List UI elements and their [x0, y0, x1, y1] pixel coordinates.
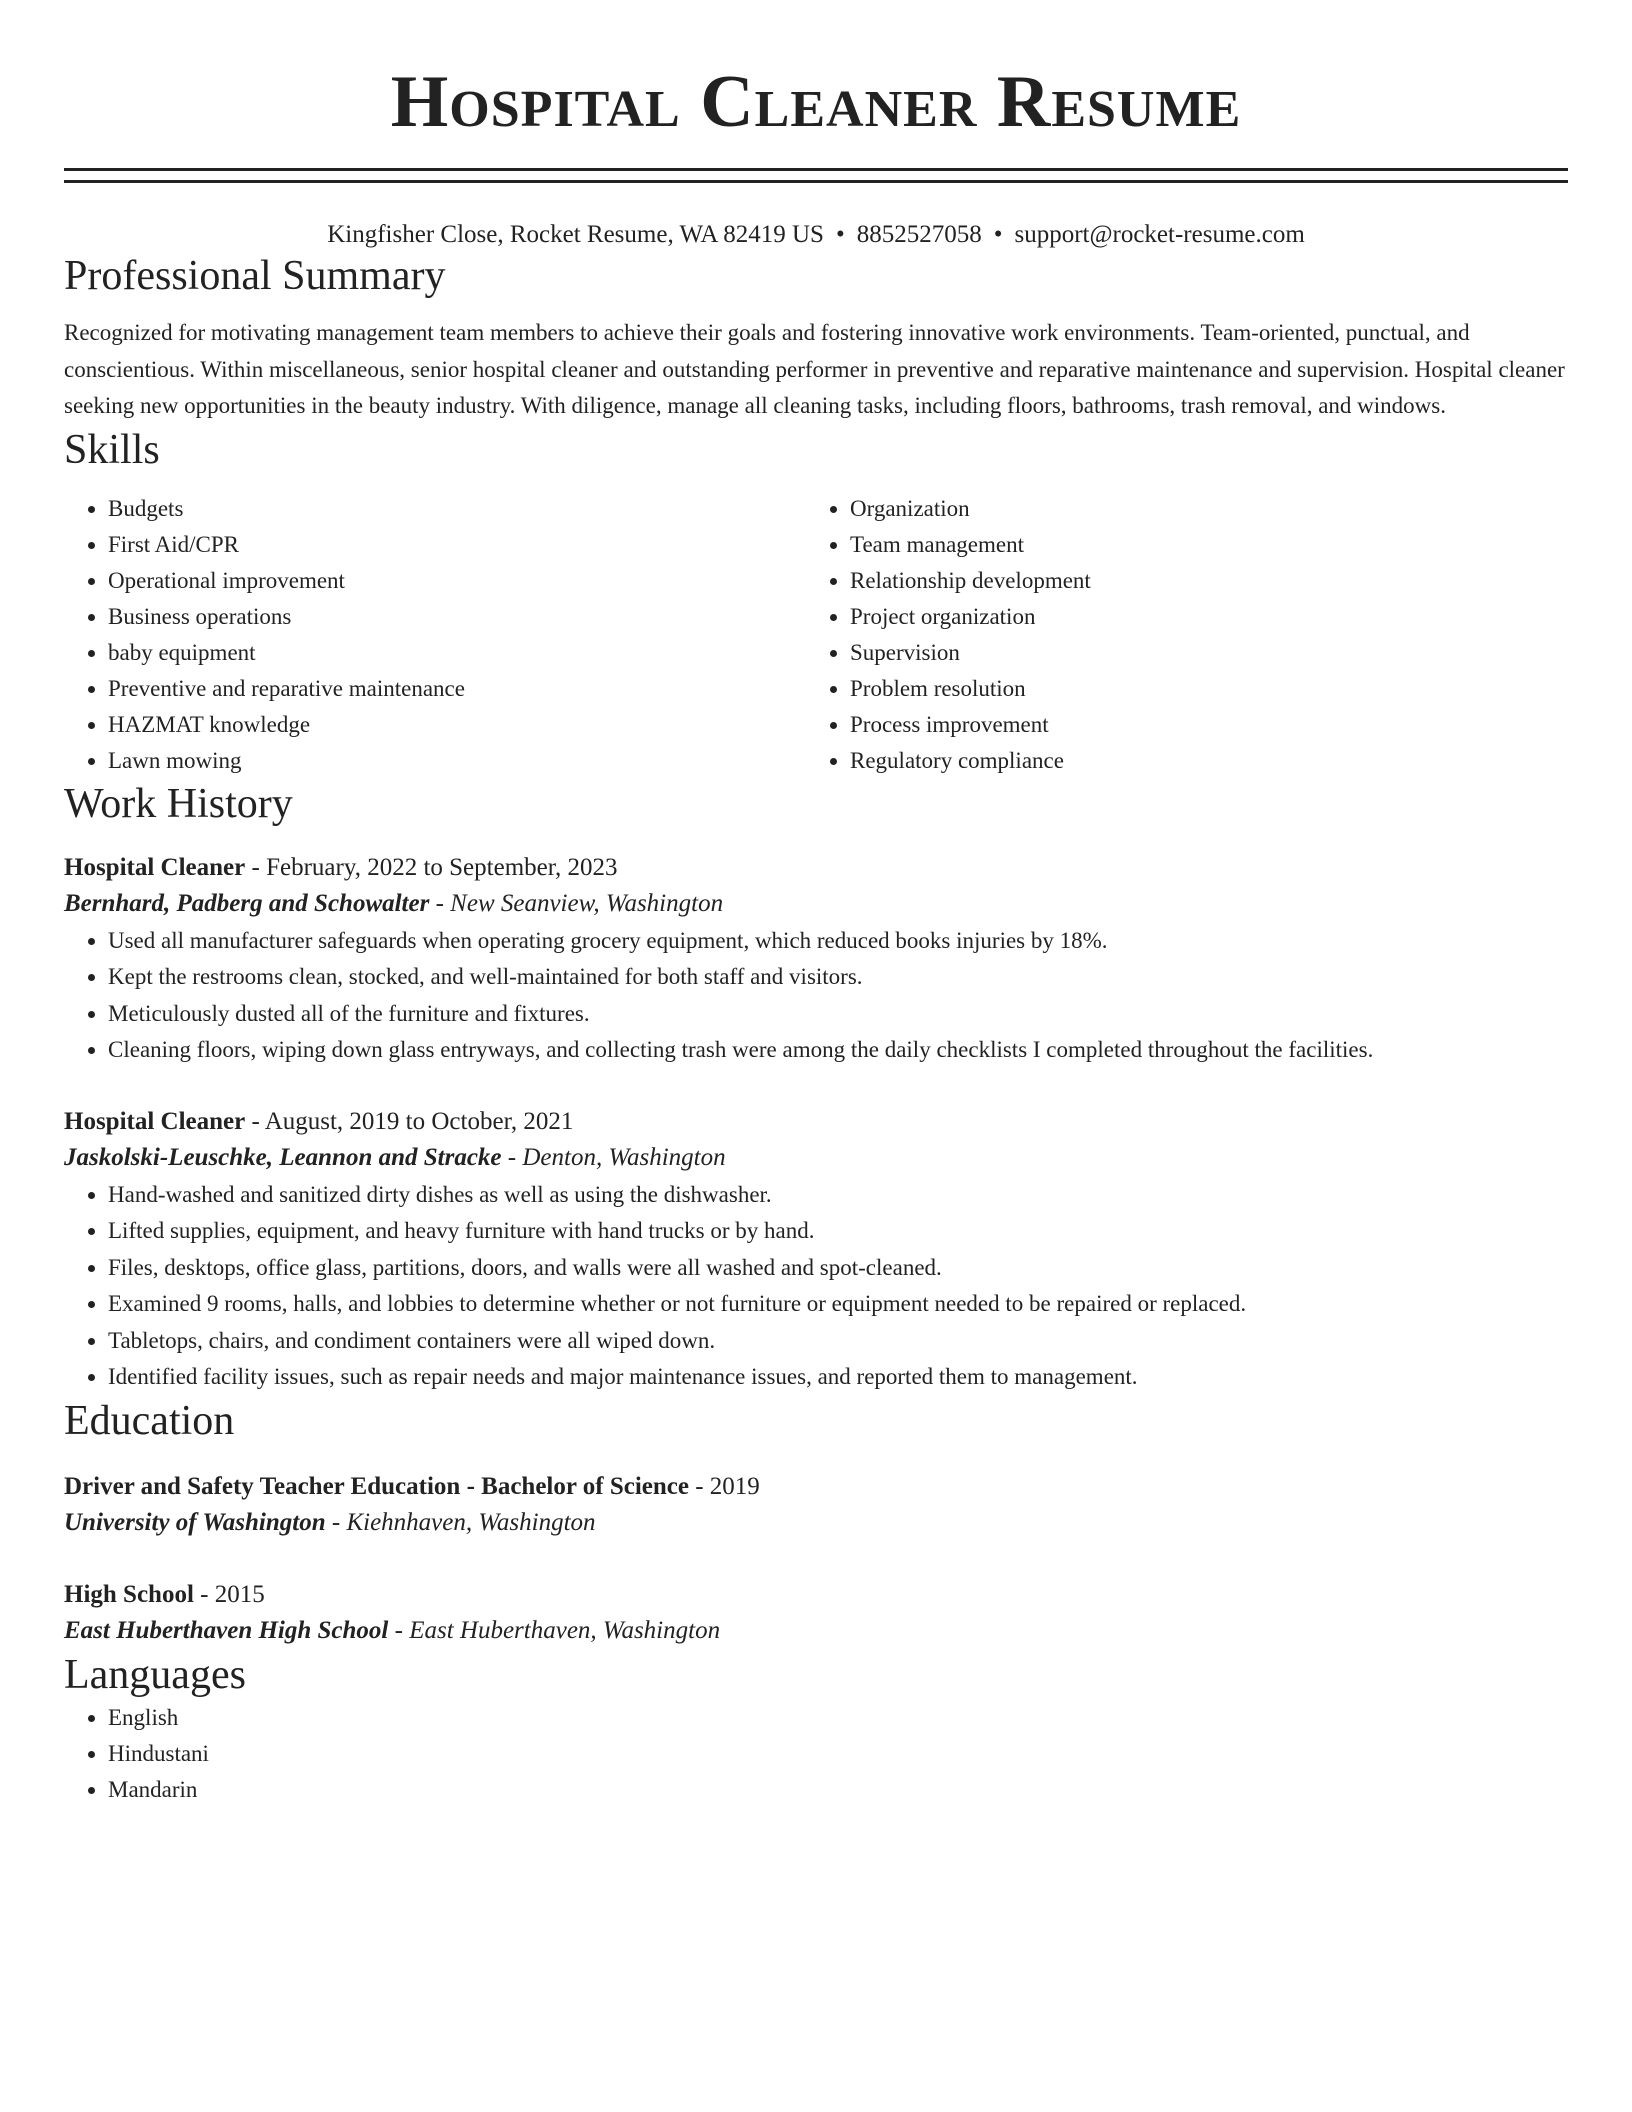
- skill-item: • Project organization: [850, 599, 1550, 635]
- job-bullet: • Files, desktops, office glass, partitions, doors, and walls were all washed and spot-cleaned.: [108, 1250, 1568, 1287]
- job-title-line: Hospital Cleaner - February, 2022 to September, 2023: [64, 853, 618, 881]
- contact-separator: •: [835, 221, 845, 248]
- skill-item: • Business operations: [108, 599, 806, 635]
- skills-heading: Skills: [64, 426, 160, 473]
- job-title-line: Hospital Cleaner - August, 2019 to October, 2021: [64, 1107, 574, 1135]
- job-location: Denton, Washington: [522, 1143, 726, 1171]
- job-entry: [64, 851, 1568, 1069]
- job-company-line: Jaskolski-Leuschke, Leannon and Stracke - Denton, Washington: [64, 1143, 726, 1171]
- job-bullets: [64, 1177, 1568, 1396]
- education-degree-line: High School - 2015: [64, 1580, 265, 1608]
- education-school-line: University of Washington - Kiehnhaven, Washington: [64, 1508, 596, 1536]
- job-dates: August, 2019 to October, 2021: [264, 1107, 574, 1135]
- education-school: East Huberthaven High School: [64, 1616, 389, 1644]
- job-company-line: Bernhard, Padberg and Schowalter - New Seanview, Washington: [64, 889, 724, 917]
- job-bullet: • Examined 9 rooms, halls, and lobbies to determine whether or not furniture or equipment needed to be repaired or replaced.: [108, 1286, 1568, 1323]
- skills-list-left: [64, 491, 806, 779]
- skill-item: • HAZMAT knowledge: [108, 707, 806, 743]
- job-title: Hospital Cleaner: [64, 1107, 246, 1135]
- skill-item: • Problem resolution: [850, 671, 1550, 707]
- skill-item: • Budgets: [108, 491, 806, 527]
- contact-line: [64, 219, 1568, 251]
- skill-item: • Process improvement: [850, 707, 1550, 743]
- education-year: 2015: [214, 1580, 265, 1608]
- skill-item: • Relationship development: [850, 563, 1550, 599]
- languages-list: [64, 1700, 1568, 1808]
- language-item: • English: [108, 1700, 1568, 1736]
- education-degree: Driver and Safety Teacher Education - Bachelor of Science: [64, 1472, 689, 1500]
- skill-item: • Operational improvement: [108, 563, 806, 599]
- work-history-heading: Work History: [64, 780, 293, 827]
- contact-separator: •: [993, 221, 1003, 248]
- skill-item: • Regulatory compliance: [850, 743, 1550, 779]
- education-school: University of Washington: [64, 1508, 326, 1536]
- education-degree: High School: [64, 1580, 194, 1608]
- job-bullet: • Hand-washed and sanitized dirty dishes as well as using the dishwasher.: [108, 1177, 1568, 1214]
- job-title: Hospital Cleaner: [64, 853, 246, 881]
- resume-title: Hospital Cleaner Resume: [390, 61, 1242, 143]
- job-bullet: • Used all manufacturer safeguards when operating grocery equipment, which reduced books injuries by 18%.: [108, 923, 1568, 960]
- contact-phone: 8852527058: [856, 221, 982, 248]
- job-bullet: • Tabletops, chairs, and condiment containers were all wiped down.: [108, 1323, 1568, 1360]
- title-double-rule: [64, 168, 1568, 183]
- education-entry: [64, 1578, 1568, 1650]
- skill-item: • Organization: [850, 491, 1550, 527]
- skills-list-right: [806, 491, 1550, 779]
- job-bullet: • Kept the restrooms clean, stocked, and well-maintained for both staff and visitors.: [108, 959, 1568, 996]
- skill-item: • baby equipment: [108, 635, 806, 671]
- education-year: 2019: [709, 1472, 760, 1500]
- job-bullet: • Meticulously dusted all of the furniture and fixtures.: [108, 996, 1568, 1033]
- job-entry: [64, 1105, 1568, 1396]
- education-entry: [64, 1470, 1568, 1542]
- summary-text: Recognized for motivating management team members to achieve their goals and fostering innovative work environments. Team-oriented, punctual, and conscientious. Within miscellaneous, senior hospital cleaner and outstanding performer in preventive and reparative maintenance and supervision. Hospital cleaner seeking new opportunities in the beauty industry. With diligence, manage all cleaning tasks, including floors, bathrooms, trash removal, and windows.: [64, 320, 1565, 418]
- skill-item: • Preventive and reparative maintenance: [108, 671, 806, 707]
- education-heading: Education: [64, 1397, 235, 1444]
- job-bullet: • Identified facility issues, such as repair needs and major maintenance issues, and reported them to management.: [108, 1359, 1568, 1396]
- job-company: Bernhard, Padberg and Schowalter: [64, 889, 430, 917]
- summary-heading: Professional Summary: [64, 253, 446, 299]
- contact-email: support@rocket-resume.com: [1014, 221, 1305, 248]
- skill-item: • First Aid/CPR: [108, 527, 806, 563]
- language-item: • Hindustani: [108, 1736, 1568, 1772]
- skills-columns: [64, 491, 1568, 779]
- job-bullet: • Cleaning floors, wiping down glass entryways, and collecting trash were among the daily checklists I completed throughout the facilities.: [108, 1032, 1568, 1069]
- job-bullets: [64, 923, 1568, 1069]
- language-item: • Mandarin: [108, 1772, 1568, 1808]
- education-school-line: East Huberthaven High School - East Huberthaven, Washington: [64, 1616, 721, 1644]
- job-location: New Seanview, Washington: [450, 889, 724, 917]
- job-dates: February, 2022 to September, 2023: [266, 853, 618, 881]
- education-degree-line: Driver and Safety Teacher Education - Bachelor of Science - 2019: [64, 1472, 760, 1500]
- education-location: East Huberthaven, Washington: [409, 1616, 721, 1644]
- skill-item: • Lawn mowing: [108, 743, 806, 779]
- skill-item: • Team management: [850, 527, 1550, 563]
- education-location: Kiehnhaven, Washington: [346, 1508, 596, 1536]
- job-bullet: • Lifted supplies, equipment, and heavy furniture with hand trucks or by hand.: [108, 1213, 1568, 1250]
- skill-item: • Supervision: [850, 635, 1550, 671]
- contact-address: Kingfisher Close, Rocket Resume, WA 82419 US: [327, 221, 824, 248]
- languages-heading: Languages: [64, 1651, 246, 1698]
- job-company: Jaskolski-Leuschke, Leannon and Stracke: [64, 1143, 502, 1171]
